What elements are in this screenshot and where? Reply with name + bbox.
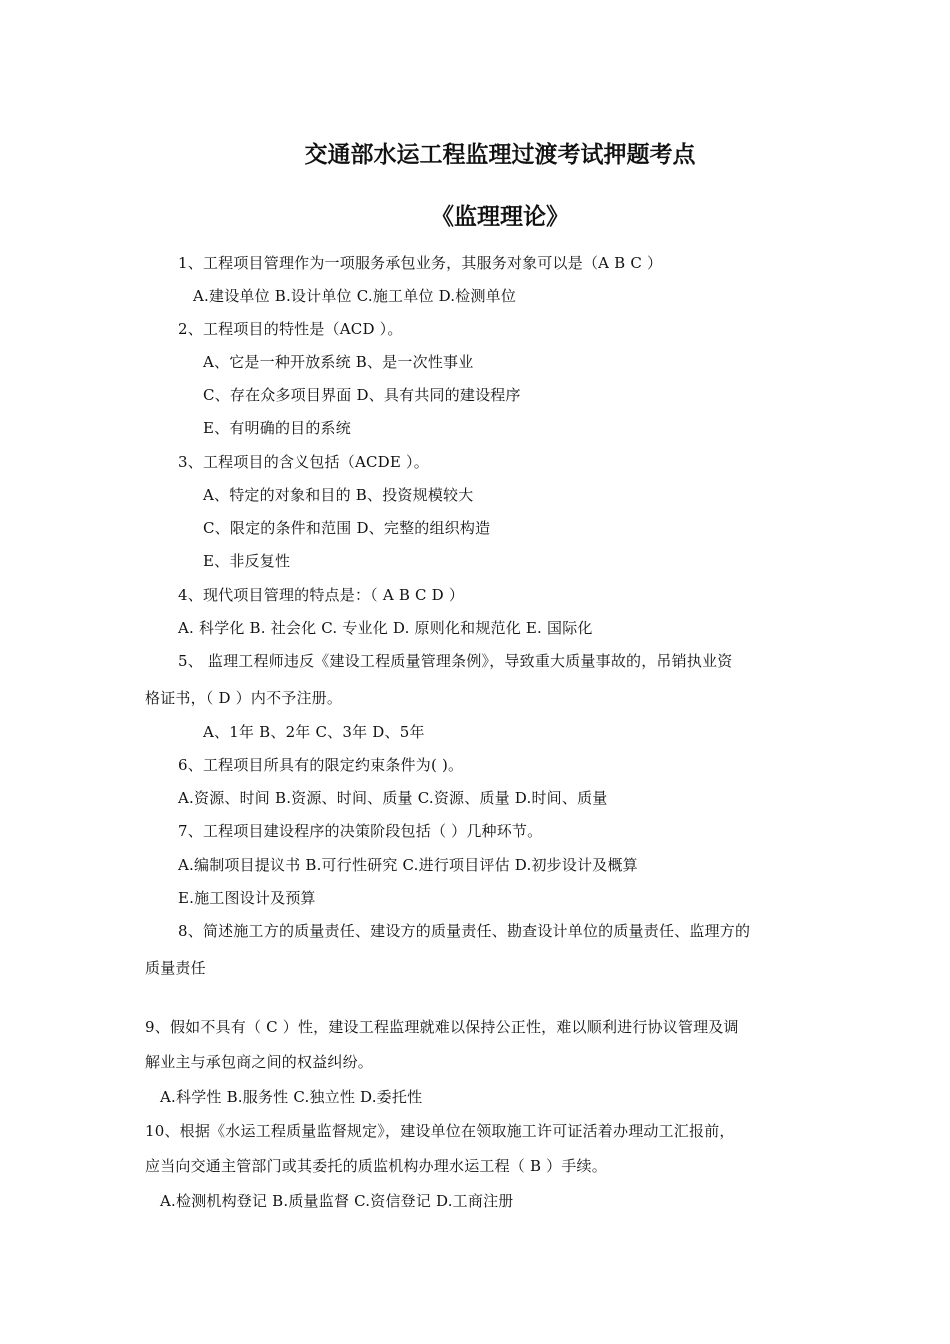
question-7-options: A.编制项目提议书 B.可行性研究 C.进行项目评估 D.初步设计及概算	[178, 856, 638, 874]
question-9-line-1: 9、假如不具有（ C ）性，建设工程监理就难以保持公正性，难以顺利进行协议管理及调	[145, 1018, 739, 1036]
question-2-option-e: E、有明确的目的系统	[203, 419, 351, 437]
question-2: 2、工程项目的特性是（ACD ）。	[178, 320, 403, 338]
question-3: 3、工程项目的含义包括（ACDE ）。	[178, 453, 429, 471]
question-10-line-1: 10、根据《水运工程质量监督规定》，建设单位在领取施工许可证活着办理动工汇报前，	[145, 1122, 735, 1140]
question-1: 1、工程项目管理作为一项服务承包业务，其服务对象可以是（A B C ）	[178, 254, 663, 272]
question-6-options: A.资源、时间 B.资源、时间、质量 C.资源、质量 D.时间、质量	[178, 789, 608, 807]
question-4-options: A. 科学化 B. 社会化 C. 专业化 D. 原则化和规范化 E. 国际化	[178, 619, 593, 637]
question-3-option-e: E、非反复性	[203, 552, 291, 570]
question-6: 6、工程项目所具有的限定约束条件为( )。	[178, 756, 464, 774]
question-9-options: A.科学性 B.服务性 C.独立性 D.委托性	[160, 1088, 423, 1106]
question-10-line-2: 应当向交通主管部门或其委托的质监机构办理水运工程（ B ）手续。	[145, 1157, 607, 1175]
question-5-options: A、1年 B、2年 C、3年 D、5年	[203, 723, 425, 741]
question-2-options-ab: A、它是一种开放系统 B、是一次性事业	[203, 353, 474, 371]
question-1-options: A.建设单位 B.设计单位 C.施工单位 D.检测单位	[193, 287, 517, 305]
question-10-options: A.检测机构登记 B.质量监督 C.资信登记 D.工商注册	[160, 1192, 514, 1210]
page-subtitle: 《监理理论》	[431, 204, 569, 230]
question-3-options-cd: C、限定的条件和范围 D、完整的组织构造	[203, 519, 491, 537]
question-5-line-1: 5、 监理工程师违反《建设工程质量管理条例》，导致重大质量事故的，吊销执业资	[178, 652, 733, 670]
question-5-line-2: 格证书，（ D ）内不予注册。	[145, 689, 343, 707]
question-9-line-2: 解业主与承包商之间的权益纠纷。	[145, 1053, 374, 1071]
question-8-line-1: 8、简述施工方的质量责任、建设方的质量责任、勘查设计单位的质量责任、监理方的	[178, 922, 751, 940]
question-2-options-cd: C、存在众多项目界面 D、具有共同的建设程序	[203, 386, 521, 404]
question-7: 7、工程项目建设程序的决策阶段包括（ ）几种环节。	[178, 822, 543, 840]
question-7-option-e: E.施工图设计及预算	[178, 889, 316, 907]
page-title: 交通部水运工程监理过渡考试押题考点	[304, 142, 696, 168]
question-3-options-ab: A、特定的对象和目的 B、投资规模较大	[203, 486, 474, 504]
question-8-line-2: 质量责任	[145, 959, 206, 977]
question-4: 4、现代项目管理的特点是：（ A B C D ）	[178, 586, 465, 604]
